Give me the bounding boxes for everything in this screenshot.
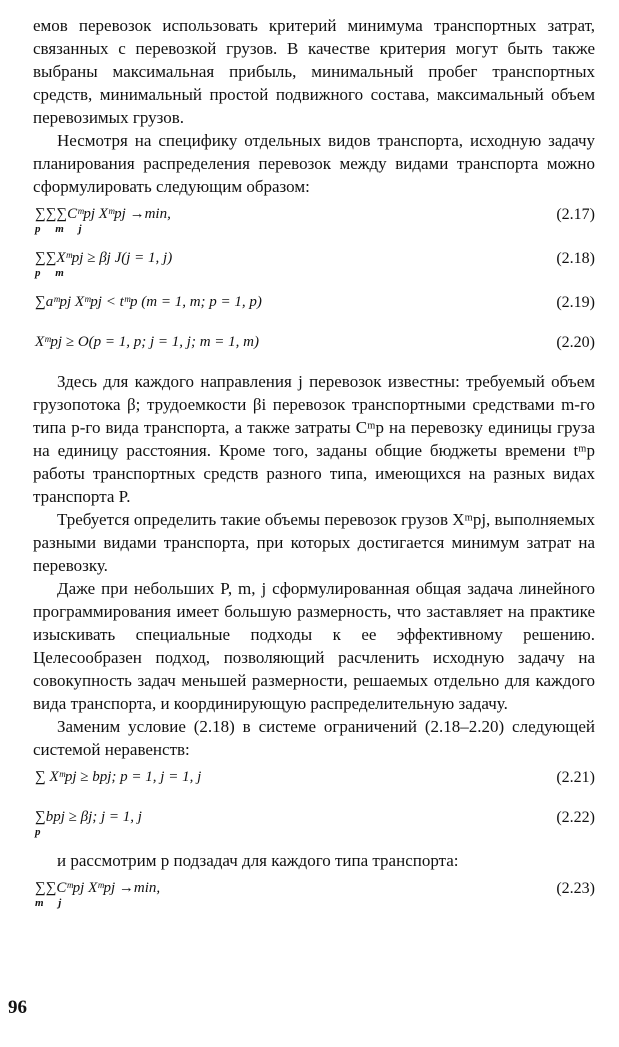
equation-2-19 [33,292,595,326]
equation-number: (2.20) [556,334,595,351]
page-body [33,14,595,920]
equation-2-23 [33,878,595,916]
sum-index: p m j [35,223,88,235]
formula: ∑ Xᵐpj ≥ bpj; p = 1, j = 1, j [35,769,202,785]
formula: ∑aᵐpj Xᵐpj < tᵐp (m = 1, m; p = 1, p) [35,294,262,310]
sum-index: p m [35,267,70,279]
formula: ∑∑Xᵐpj ≥ βj J(j = 1, j) [35,250,173,266]
paragraph: и рассмотрим p подзадач для каждого типа транспорта: [57,851,459,870]
equation-number: (2.17) [556,206,595,223]
equation-number: (2.22) [556,809,595,826]
equation-2-22 [33,807,595,845]
page-number: 96 [8,997,27,1018]
paragraph: емов перевозок использовать критерий минимума транспортных затрат, связанных с перевозкой грузов. В качестве критерия могут быть также выбраны максимальная прибыль, минимальный пробег транспортных средств, минимальный простой подвижного состава, максимальный объем перевозимых грузов. [33,16,595,127]
equation-number: (2.21) [556,769,595,786]
formula: ∑bpj ≥ βj; j = 1, j [35,809,142,825]
paragraph: Даже при небольших P, m, j сформулированная общая задача линейного программирования имеет большую размерность, что заставляет на практике изыскивать специальные подходы к ее эффективному решению. Целесообразен подход, позволяющий расчленить исходную задачу на совокупность задач меньшей размерности, решаемых отдельно для каждого вида транспорта, и координирующую распределительную задачу. [33,579,595,713]
sum-index: m j [35,897,68,909]
equation-2-20 [33,332,595,366]
equation-2-17 [33,204,595,242]
formula: ∑∑∑Cᵐpj Xᵐpj →min, [35,206,171,222]
paragraph: Здесь для каждого направления j перевозок известны: требуемый объем грузопотока β; трудоемкости βi перевозок транспортными средствами m-го типа p-го вида транспорта, а также затраты Cᵐp на перевозку единицы груза на единицу расстояния. Кроме того, заданы общие бюджеты времени tᵐp работы транспортных средств разного типа, имеющихся на разных видах транспорта P. [33,372,595,506]
equation-2-21 [33,767,595,801]
equation-number: (2.23) [556,880,595,897]
equation-2-18 [33,248,595,286]
equation-number: (2.19) [556,294,595,311]
paragraph: Заменим условие (2.18) в системе ограничений (2.18–2.20) следующей системой неравенств: [33,717,595,759]
formula: ∑∑Cᵐpj Xᵐpj →min, [35,880,161,896]
sum-index: p [35,826,47,838]
equation-number: (2.18) [556,250,595,267]
formula: Xᵐpj ≥ O(p = 1, p; j = 1, j; m = 1, m) [35,334,259,350]
paragraph: Несмотря на специфику отдельных видов транспорта, исходную задачу планирования распределения перевозок между видами транспорта можно сформулировать следующим образом: [33,131,595,196]
paragraph: Требуется определить такие объемы перевозок грузов Xᵐpj, выполняемых разными видами транспорта, при которых достигается минимум затрат на перевозку. [33,510,595,575]
